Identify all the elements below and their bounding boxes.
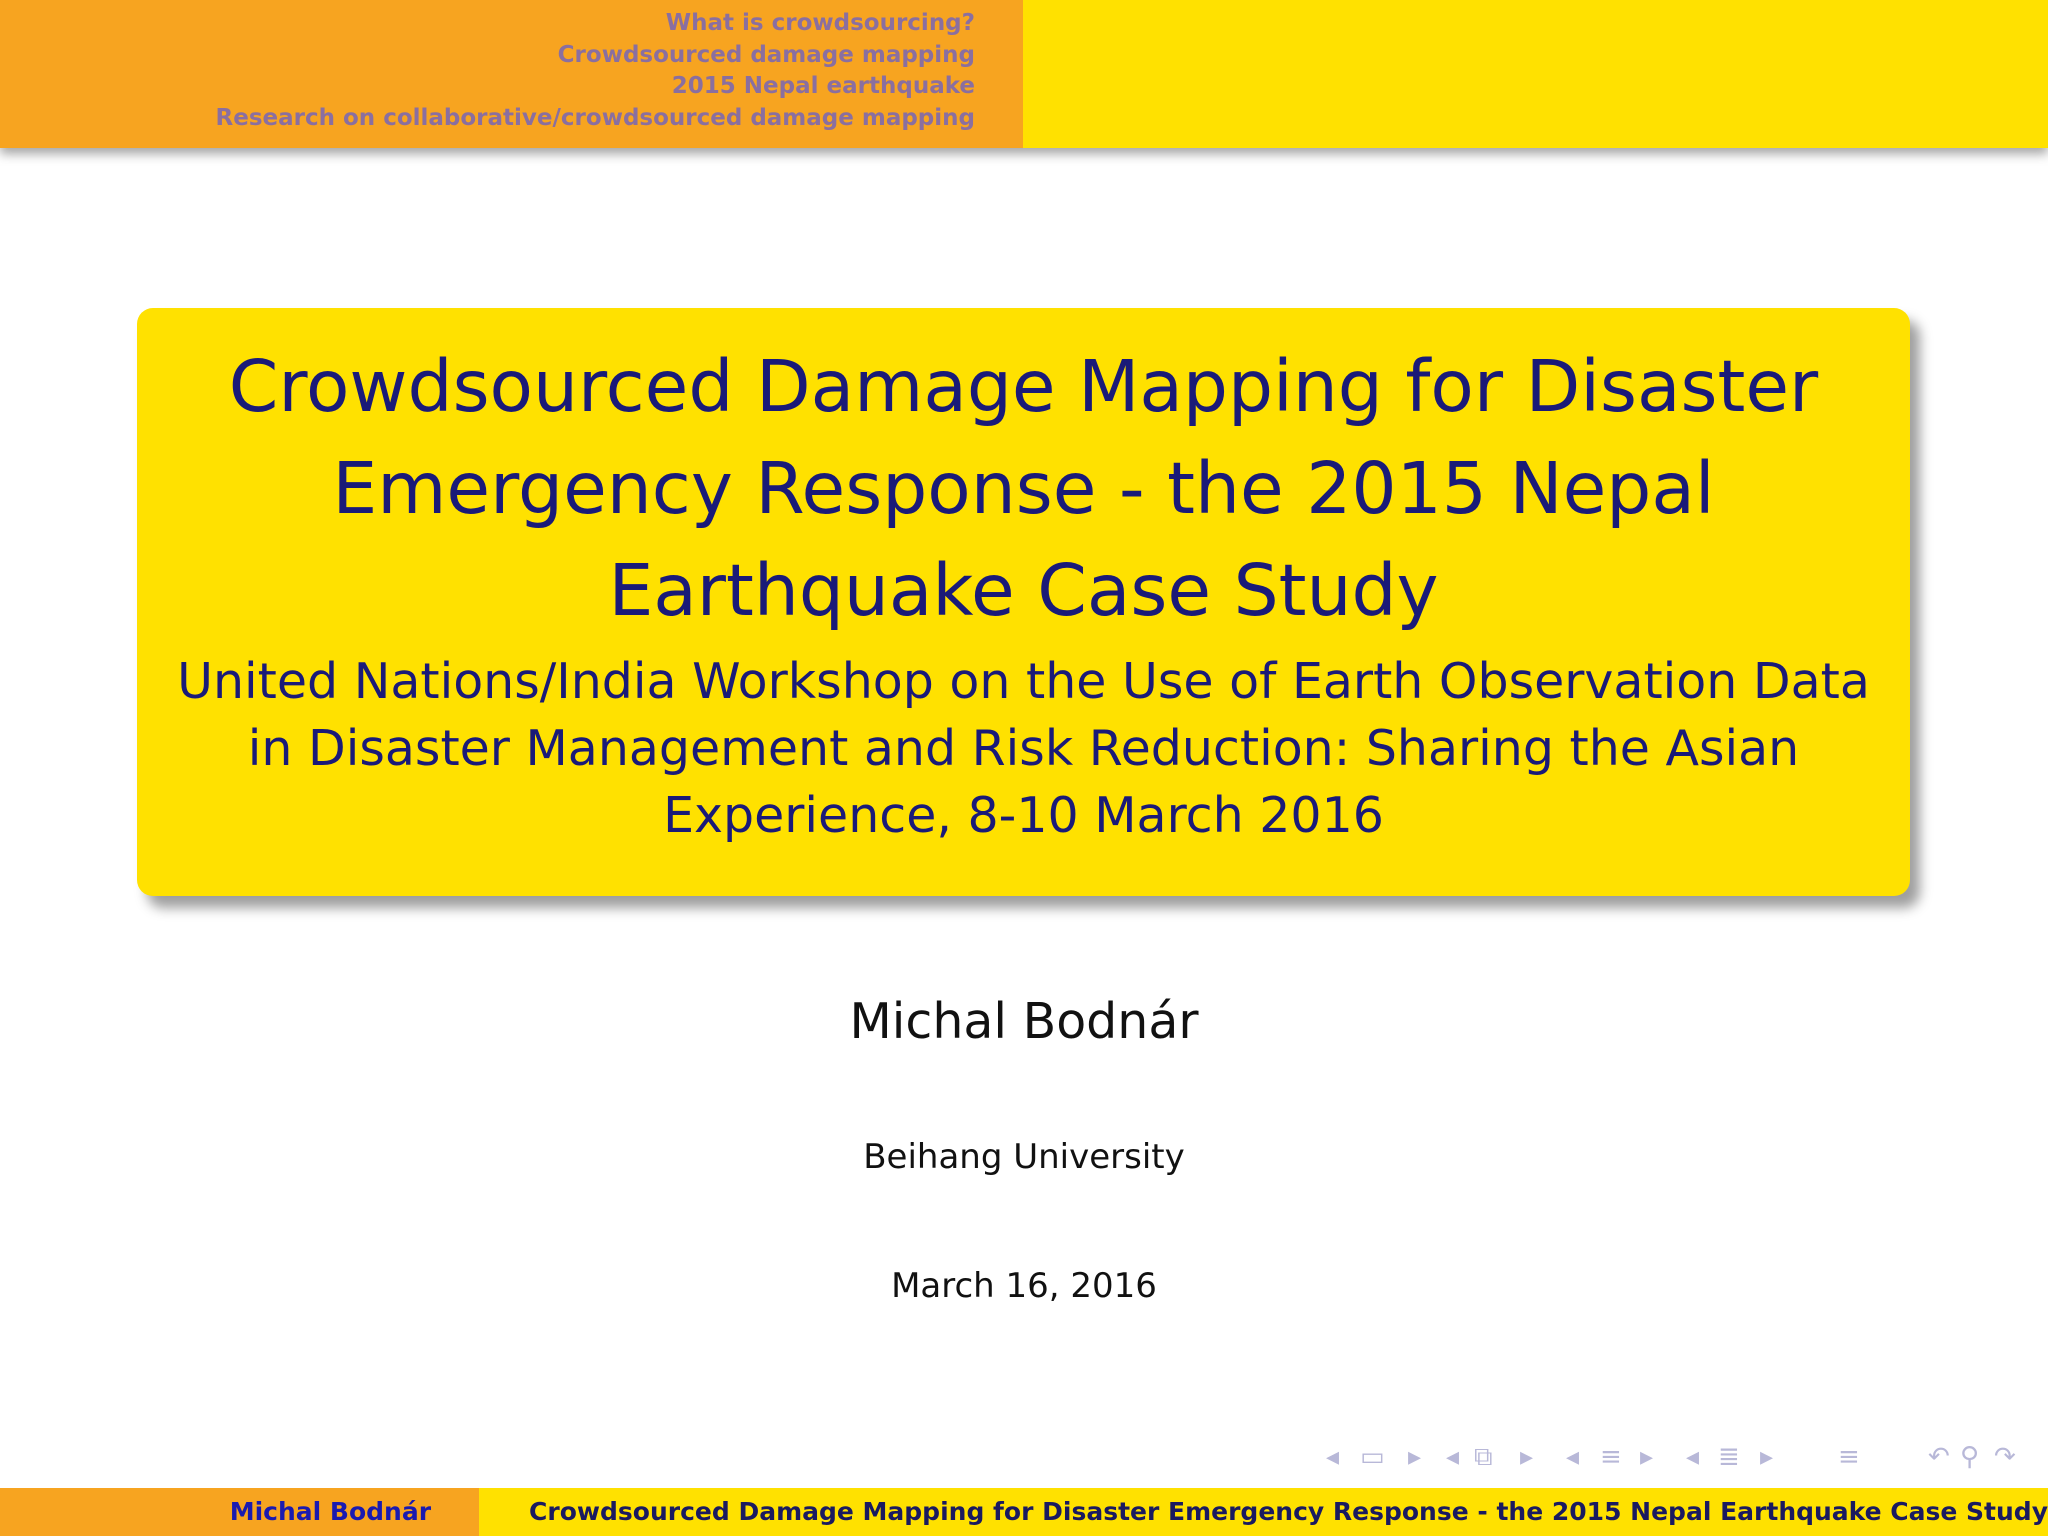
nav-section-crowdsourcing[interactable]: What is crowdsourcing? xyxy=(665,10,975,36)
nav-section-research[interactable]: Research on collaborative/crowdsourced damage mapping xyxy=(215,104,975,131)
nav-next-section-icon[interactable]: ▸ xyxy=(1640,1442,1654,1472)
nav-prev-frame-icon[interactable]: ◂ xyxy=(1326,1442,1340,1472)
nav-section-damage-mapping[interactable]: Crowdsourced damage mapping xyxy=(557,41,975,68)
nav-prev-section-icon-2[interactable]: ◂ xyxy=(1686,1442,1700,1472)
author-name: Michal Bodnár xyxy=(849,993,1199,1050)
presentation-subtitle: United Nations/India Workshop on the Use of Earth Observation Data in Disaster Management and Risk Reduction: Sharing the Asian Experience, 8-10 March 2016 xyxy=(177,653,1870,844)
nav-next-document-icon[interactable]: ▸ xyxy=(1760,1442,1774,1472)
nav-prev-subsection-icon[interactable]: ◂ xyxy=(1446,1442,1460,1472)
section-navigation xyxy=(0,0,1023,148)
footer-author: Michal Bodnár xyxy=(0,1488,479,1536)
nav-document-icon[interactable]: ≣ xyxy=(1718,1442,1740,1472)
nav-next-frame-icon[interactable]: ▸ xyxy=(1408,1442,1422,1472)
nav-subsection-icon[interactable]: ⧉ xyxy=(1474,1442,1493,1472)
nav-prev-section-icon[interactable]: ◂ xyxy=(1566,1442,1580,1472)
nav-frame-icon[interactable]: ▭ xyxy=(1360,1442,1385,1472)
footer-bar xyxy=(0,1488,2048,1536)
nav-next-subsection-icon[interactable]: ▸ xyxy=(1520,1442,1534,1472)
title-block xyxy=(137,308,1910,896)
nav-section-nepal-earthquake[interactable]: 2015 Nepal earthquake xyxy=(671,73,975,99)
nav-back-icon[interactable]: ↶ xyxy=(1928,1442,1950,1472)
header-bar xyxy=(0,0,2048,148)
nav-document-icon-2[interactable]: ≡ xyxy=(1838,1442,1860,1472)
nav-section-icon[interactable]: ≡ xyxy=(1600,1442,1622,1472)
presentation-title: Crowdsourced Damage Mapping for Disaster Emergency Response - the 2015 Nepal Earthquake Case Study xyxy=(228,345,1819,632)
header-yellow-panel xyxy=(1023,0,2048,148)
footer-title: Crowdsourced Damage Mapping for Disaster Emergency Response - the 2015 Nepal Earthquake Case Study xyxy=(479,1488,2048,1536)
presentation-date: March 16, 2016 xyxy=(891,1266,1157,1306)
nav-search-icon[interactable]: ⚲ xyxy=(1960,1442,1980,1472)
nav-forward-icon[interactable]: ↷ xyxy=(1994,1442,2016,1472)
institute-name: Beihang University xyxy=(863,1137,1185,1177)
